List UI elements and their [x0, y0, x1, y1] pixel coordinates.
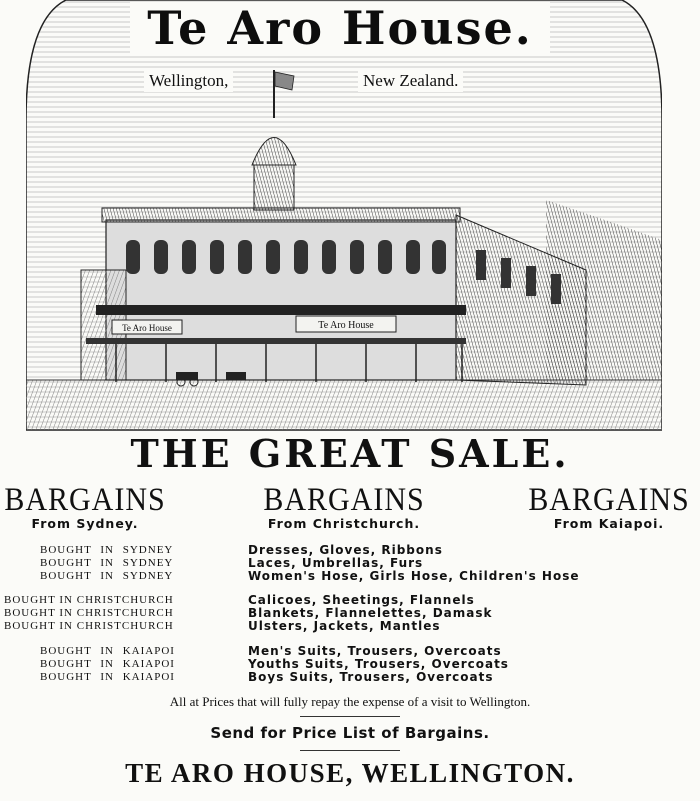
bought-label: BOUGHT IN KAIAPOI: [40, 671, 175, 683]
headline: THE GREAT SALE.: [130, 431, 570, 476]
building-engraving: [26, 0, 662, 432]
christchurch-goods-list: [0, 594, 700, 633]
bargains-heading: BARGAINS: [263, 481, 425, 518]
send-note: Send for Price List of Bargains.: [210, 724, 490, 742]
divider: [300, 716, 400, 717]
goods-item: Blankets, Flannelettes, Damask: [248, 606, 493, 620]
goods-item: Ulsters, Jackets, Mantles: [248, 619, 441, 633]
footer-title: TE ARO HOUSE, WELLINGTON.: [125, 758, 575, 788]
divider: [300, 750, 400, 751]
goods-item: Dresses, Gloves, Ribbons: [248, 543, 443, 557]
list-item: [0, 620, 700, 633]
bargains-heading: BARGAINS: [528, 481, 690, 518]
goods-item: Women's Hose, Girls Hose, Children's Hose: [248, 569, 580, 583]
bought-label: BOUGHT IN CHRISTCHURCH: [4, 607, 174, 619]
bought-label: BOUGHT IN CHRISTCHURCH: [4, 620, 174, 632]
prices-note: All at Prices that will fully repay the expense of a visit to Wellington.: [169, 694, 531, 709]
bargains-origin: From Kaiapoi.: [553, 516, 665, 531]
store-title: Te Aro House.: [147, 1, 533, 55]
list-item: [0, 570, 700, 583]
store-sign-left: Te Aro House: [122, 323, 172, 333]
bought-label: BOUGHT IN CHRISTCHURCH: [4, 594, 174, 606]
sydney-goods-list: [0, 544, 700, 583]
bought-label: BOUGHT IN SYDNEY: [40, 570, 174, 582]
bargains-column-kaiapoi: [520, 481, 698, 532]
bargains-origin: From Christchurch.: [267, 516, 421, 531]
bought-label: BOUGHT IN SYDNEY: [40, 557, 174, 569]
goods-item: Calicoes, Sheetings, Flannels: [248, 593, 475, 607]
goods-item: Laces, Umbrellas, Furs: [248, 556, 424, 570]
bought-label: BOUGHT IN KAIAPOI: [40, 658, 175, 670]
city-label: Wellington,: [144, 70, 233, 92]
goods-item: Youths Suits, Trousers, Overcoats: [248, 657, 509, 671]
list-item: [0, 671, 700, 684]
building-illustration: [26, 0, 662, 432]
bargains-heading: BARGAINS: [4, 481, 166, 518]
bargains-origin: From Sydney.: [31, 516, 139, 531]
store-sign-center: Te Aro House: [318, 320, 374, 331]
goods-item: Boys Suits, Trousers, Overcoats: [248, 670, 494, 684]
title-box: [130, 2, 550, 54]
bought-label: BOUGHT IN KAIAPOI: [40, 645, 175, 657]
goods-item: Men's Suits, Trousers, Overcoats: [248, 644, 502, 658]
country-label: New Zealand.: [358, 70, 463, 92]
bargains-column-christchurch: [244, 481, 444, 532]
bought-label: BOUGHT IN SYDNEY: [40, 544, 174, 556]
kaiapoi-goods-list: [0, 645, 700, 684]
bargains-column-sydney: [0, 481, 170, 532]
